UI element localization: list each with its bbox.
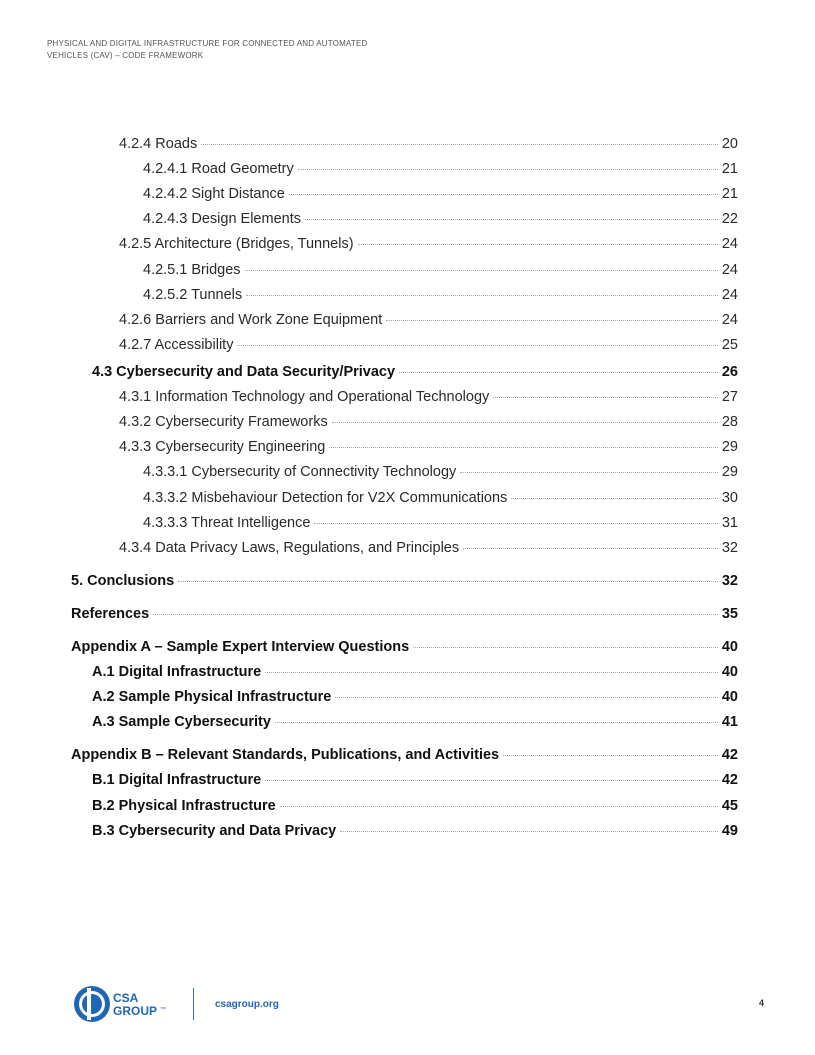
- toc-leader: [280, 806, 718, 807]
- toc-leader: [460, 472, 718, 473]
- toc-entry-page: 32: [721, 573, 738, 589]
- toc-leader: [305, 219, 718, 220]
- toc-leader: [289, 194, 718, 195]
- toc-entry-label: 4.2.6 Barriers and Work Zone Equipment: [119, 312, 383, 328]
- logo-line-2: GROUP: [113, 1004, 158, 1018]
- toc-entry-a-2[interactable]: [92, 688, 738, 706]
- toc-entry-4-2-6[interactable]: [119, 311, 738, 329]
- toc-leader: [153, 614, 718, 615]
- toc-entry-a-1[interactable]: [92, 663, 738, 681]
- toc-entry-references[interactable]: [71, 605, 738, 623]
- toc-entry-4-3[interactable]: [92, 363, 738, 381]
- toc-entry-4-3-3[interactable]: [119, 438, 738, 456]
- toc-entry-label: 4.2.4.2 Sight Distance: [143, 186, 285, 202]
- toc-entry-page: 22: [721, 211, 738, 227]
- toc-leader: [332, 422, 718, 423]
- toc-entry-label: B.3 Cybersecurity and Data Privacy: [92, 823, 337, 839]
- toc-leader: [237, 345, 717, 346]
- toc-entry-page: 42: [721, 772, 738, 788]
- toc-entry-4-2-4-3[interactable]: [143, 210, 738, 228]
- toc-entry-page: 31: [721, 515, 738, 531]
- toc-entry-appendix-b[interactable]: [71, 746, 738, 764]
- footer-url-link[interactable]: csagroup.org: [215, 999, 279, 1010]
- toc-entry-4-3-3-2[interactable]: [143, 489, 738, 507]
- footer-divider: [193, 988, 194, 1020]
- toc-leader: [275, 722, 718, 723]
- toc-leader: [493, 397, 718, 398]
- toc-entry-label: 4.2.5 Architecture (Bridges, Tunnels): [119, 236, 354, 252]
- toc-entry-page: 30: [721, 490, 738, 506]
- toc-entry-label: References: [71, 606, 150, 622]
- toc-entry-page: 24: [721, 287, 738, 303]
- toc-leader: [265, 672, 718, 673]
- toc-entry-label: A.2 Sample Physical Infrastructure: [92, 689, 332, 705]
- toc-entry-page: 29: [721, 464, 738, 480]
- toc-entry-page: 45: [721, 798, 738, 814]
- toc-entry-label: 5. Conclusions: [71, 573, 175, 589]
- toc-entry-4-3-2[interactable]: [119, 413, 738, 431]
- toc-leader: [314, 523, 717, 524]
- toc-leader: [298, 169, 718, 170]
- toc-entry-page: 21: [721, 186, 738, 202]
- toc-entry-4-2-5-2[interactable]: [143, 286, 738, 304]
- toc-entry-a-3[interactable]: [92, 713, 738, 731]
- csa-group-logo-icon[interactable]: [72, 984, 172, 1024]
- toc-entry-4-2-4-1[interactable]: [143, 160, 738, 178]
- toc-entry-page: 24: [721, 236, 738, 252]
- toc-entry-4-2-5-1[interactable]: [143, 261, 738, 279]
- toc-entry-page: 24: [721, 312, 738, 328]
- toc-leader: [399, 372, 718, 373]
- toc-entry-label: 4.3.3.1 Cybersecurity of Connectivity Technology: [143, 464, 457, 480]
- toc-entry-page: 40: [721, 689, 738, 705]
- toc-entry-label: B.2 Physical Infrastructure: [92, 798, 276, 814]
- toc-entry-page: 21: [721, 161, 738, 177]
- running-header-line-2: VEHICLES (CAV) – CODE FRAMEWORK: [47, 51, 204, 60]
- toc-entry-page: 27: [721, 389, 738, 405]
- toc-leader: [246, 295, 718, 296]
- toc-entry-4-3-3-3[interactable]: [143, 514, 738, 532]
- toc-leader: [340, 831, 718, 832]
- logo-line-1: CSA: [113, 991, 139, 1005]
- toc-entry-label: 4.2.5.1 Bridges: [143, 262, 241, 278]
- toc-entry-4-3-4[interactable]: [119, 539, 738, 557]
- toc-entry-label: 4.2.4.3 Design Elements: [143, 211, 301, 227]
- toc-entry-4-2-4-2[interactable]: [143, 185, 738, 203]
- toc-leader: [201, 144, 718, 145]
- toc-leader: [511, 498, 718, 499]
- toc-leader: [413, 647, 718, 648]
- toc-entry-page: 40: [721, 639, 738, 655]
- toc-entry-page: 20: [721, 136, 738, 152]
- toc-entry-label: 4.3 Cybersecurity and Data Security/Privacy: [92, 364, 396, 380]
- toc-entry-b-2[interactable]: [92, 797, 738, 815]
- toc-entry-label: A.1 Digital Infrastructure: [92, 664, 262, 680]
- toc-leader: [335, 697, 718, 698]
- toc-entry-label: 4.2.7 Accessibility: [119, 337, 234, 353]
- toc-entry-page: 29: [721, 439, 738, 455]
- toc-entry-page: 40: [721, 664, 738, 680]
- toc-entry-page: 35: [721, 606, 738, 622]
- toc-leader: [386, 320, 718, 321]
- toc-leader: [178, 581, 718, 582]
- toc-entry-4-3-3-1[interactable]: [143, 463, 738, 481]
- toc-entry-label: 4.3.3 Cybersecurity Engineering: [119, 439, 326, 455]
- logo-trademark: ™: [160, 1007, 166, 1013]
- toc-entry-page: 41: [721, 714, 738, 730]
- toc-entry-label: 4.2.5.2 Tunnels: [143, 287, 243, 303]
- toc-entry-appendix-a[interactable]: [71, 638, 738, 656]
- toc-entry-label: 4.3.4 Data Privacy Laws, Regulations, and Principles: [119, 540, 460, 556]
- toc-entry-page: 28: [721, 414, 738, 430]
- toc-leader: [463, 548, 718, 549]
- toc-leader: [503, 755, 718, 756]
- toc-entry-4-2-7[interactable]: [119, 336, 738, 354]
- toc-entry-4-2-4[interactable]: [119, 135, 738, 153]
- toc-entry-label: A.3 Sample Cybersecurity: [92, 714, 271, 730]
- toc-entry-label: Appendix B – Relevant Standards, Publications, and Activities: [71, 747, 500, 763]
- toc-entry-b-1[interactable]: [92, 771, 738, 789]
- toc-entry-page: 26: [721, 364, 738, 380]
- toc-entry-page: 49: [721, 823, 738, 839]
- toc-entry-label: 4.3.1 Information Technology and Operational Technology: [119, 389, 490, 405]
- toc-entry-label: 4.3.2 Cybersecurity Frameworks: [119, 414, 328, 430]
- toc-entry-label: 4.2.4.1 Road Geometry: [143, 161, 294, 177]
- toc-entry-5[interactable]: [71, 572, 738, 590]
- toc-entry-page: 32: [721, 540, 738, 556]
- toc-entry-label: 4.3.3.2 Misbehaviour Detection for V2X Communications: [143, 490, 508, 506]
- toc-entry-page: 25: [721, 337, 738, 353]
- running-header-line-1: PHYSICAL AND DIGITAL INFRASTRUCTURE FOR CONNECTED AND AUTOMATED: [47, 39, 368, 48]
- toc-entry-label: B.1 Digital Infrastructure: [92, 772, 262, 788]
- toc-leader: [358, 244, 718, 245]
- toc-leader: [265, 780, 718, 781]
- toc-leader: [245, 270, 718, 271]
- toc-entry-4-3-1[interactable]: [119, 388, 738, 406]
- toc-entry-label: 4.2.4 Roads: [119, 136, 198, 152]
- toc-leader: [329, 447, 718, 448]
- toc-entry-b-3[interactable]: [92, 822, 738, 840]
- page-number: 4: [759, 998, 765, 1008]
- page-footer: [0, 980, 815, 1030]
- toc-entry-4-2-5[interactable]: [119, 235, 738, 253]
- toc-entry-page: 42: [721, 747, 738, 763]
- toc-entry-page: 24: [721, 262, 738, 278]
- toc-entry-label: Appendix A – Sample Expert Interview Questions: [71, 639, 410, 655]
- toc-entry-label: 4.3.3.3 Threat Intelligence: [143, 515, 311, 531]
